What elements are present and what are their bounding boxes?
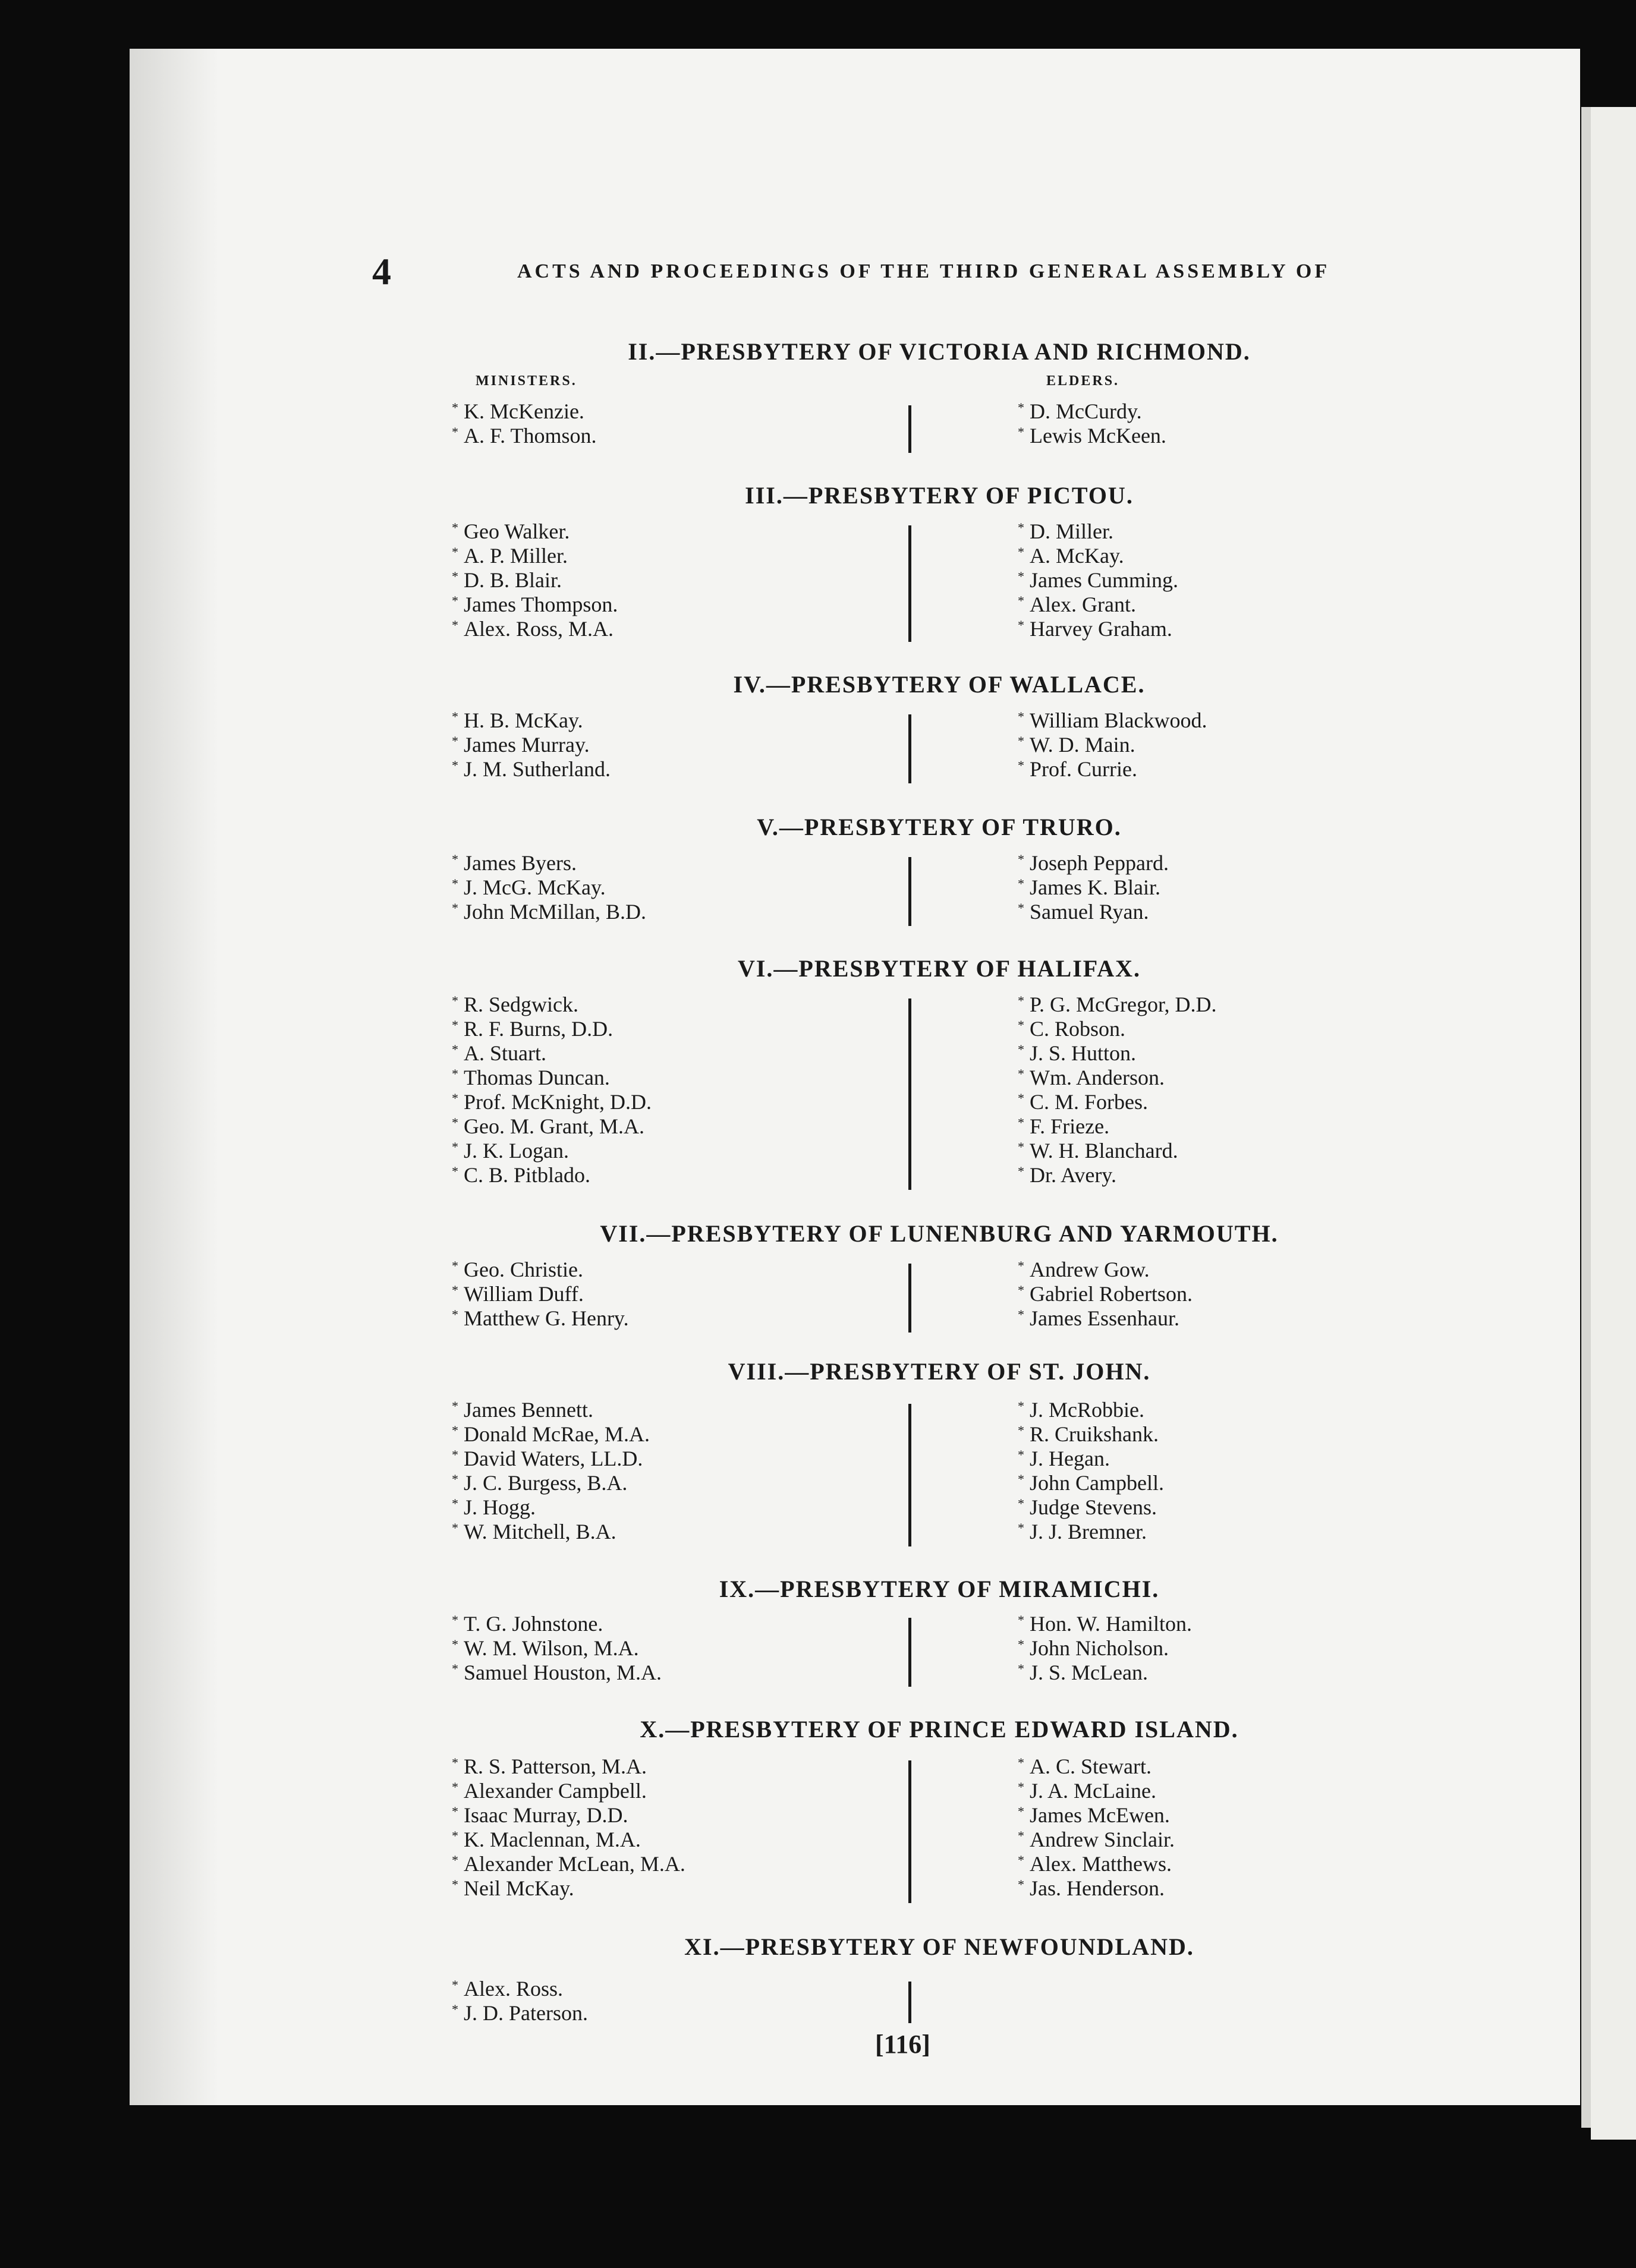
minister-entry: [452, 900, 646, 924]
asterisk-mark: *: [452, 1828, 458, 1843]
minister-name: J. McG. McKay.: [464, 875, 606, 899]
elder-entry: [1018, 1306, 1193, 1331]
elder-name: Andrew Gow.: [1030, 1258, 1150, 1281]
minister-entry: [452, 2001, 588, 2026]
minister-name: Geo. M. Grant, M.A.: [464, 1114, 644, 1138]
minister-name: William Duff.: [464, 1282, 584, 1306]
asterisk-mark: *: [452, 876, 458, 891]
asterisk-mark: *: [1018, 993, 1024, 1008]
minister-entry: [452, 1636, 662, 1661]
minister-name: J. C. Burgess, B.A.: [464, 1471, 628, 1495]
minister-name: T. G. Johnstone.: [464, 1612, 603, 1636]
asterisk-mark: *: [1018, 1755, 1024, 1770]
section-title: IX.—PRESBYTERY OF MIRAMICHI.: [719, 1576, 1160, 1602]
asterisk-mark: *: [1018, 593, 1024, 608]
minister-name: A. Stuart.: [464, 1041, 546, 1065]
elders-list: [1018, 519, 1178, 641]
minister-name: James Thompson.: [464, 593, 618, 616]
elders-list: [1018, 708, 1207, 782]
minister-entry: [452, 1163, 652, 1187]
elder-name: Dr. Avery.: [1030, 1163, 1116, 1187]
elder-entry: [1018, 1520, 1164, 1544]
elder-entry: [1018, 399, 1166, 424]
section-title: VIII.—PRESBYTERY OF ST. JOHN.: [728, 1358, 1151, 1385]
elder-entry: [1018, 1066, 1217, 1090]
asterisk-mark: *: [1018, 852, 1024, 867]
asterisk-mark: *: [1018, 1283, 1024, 1297]
asterisk-mark: *: [1018, 1115, 1024, 1130]
elder-entry: [1018, 1803, 1175, 1828]
minister-entry: [452, 544, 618, 568]
asterisk-mark: *: [1018, 1091, 1024, 1105]
minister-entry: [452, 1017, 652, 1041]
asterisk-mark: *: [1018, 1520, 1024, 1535]
elder-entry: [1018, 1852, 1175, 1876]
elder-name: F. Frieze.: [1030, 1114, 1110, 1138]
asterisk-mark: *: [452, 569, 458, 584]
minister-name: Geo Walker.: [464, 519, 570, 543]
minister-name: J. K. Logan.: [464, 1139, 569, 1163]
asterisk-mark: *: [452, 2002, 458, 2017]
asterisk-mark: *: [452, 1637, 458, 1652]
minister-entry: [452, 1041, 652, 1066]
elder-name: Alex. Grant.: [1030, 593, 1136, 616]
elder-entry: [1018, 1636, 1192, 1661]
asterisk-mark: *: [1018, 618, 1024, 632]
minister-name: James Murray.: [464, 733, 590, 757]
page-edge: [1581, 107, 1591, 2128]
elder-entry: [1018, 708, 1207, 733]
asterisk-mark: *: [452, 1877, 458, 1892]
elder-name: Andrew Sinclair.: [1030, 1828, 1175, 1851]
asterisk-mark: *: [1018, 1472, 1024, 1486]
elder-name: C. Robson.: [1030, 1017, 1126, 1041]
page-header: [0, 250, 1636, 291]
asterisk-mark: *: [1018, 1164, 1024, 1179]
elder-name: Judge Stevens.: [1030, 1495, 1157, 1519]
asterisk-mark: *: [452, 1472, 458, 1486]
asterisk-mark: *: [452, 1612, 458, 1627]
asterisk-mark: *: [1018, 876, 1024, 891]
elder-name: D. McCurdy.: [1030, 399, 1142, 423]
asterisk-mark: *: [452, 544, 458, 559]
minister-name: Alex. Ross.: [464, 1977, 564, 2001]
elders-list: [1018, 1398, 1164, 1544]
minister-entry: [452, 708, 611, 733]
elder-entry: [1018, 617, 1178, 641]
elder-entry: [1018, 1139, 1217, 1163]
minister-entry: [452, 1828, 685, 1852]
minister-entry: [452, 1661, 662, 1685]
elder-name: John Nicholson.: [1030, 1636, 1169, 1660]
elders-list: [1018, 1612, 1192, 1685]
asterisk-mark: *: [452, 900, 458, 915]
elder-name: J. A. McLaine.: [1030, 1779, 1156, 1803]
elder-entry: [1018, 1041, 1217, 1066]
minister-entry: [452, 1779, 685, 1803]
elders-list: [1018, 399, 1166, 448]
asterisk-mark: *: [1018, 1139, 1024, 1154]
asterisk-mark: *: [1018, 1496, 1024, 1511]
asterisk-mark: *: [1018, 544, 1024, 559]
minister-entry: [452, 593, 618, 617]
asterisk-mark: *: [452, 1164, 458, 1179]
elders-heading: ELDERS.: [1046, 373, 1120, 389]
elder-name: J. McRobbie.: [1030, 1398, 1144, 1422]
asterisk-mark: *: [452, 1091, 458, 1105]
asterisk-mark: *: [1018, 1877, 1024, 1892]
elder-name: C. M. Forbes.: [1030, 1090, 1149, 1114]
minister-name: Alexander Campbell.: [464, 1779, 647, 1803]
minister-name: Geo. Christie.: [464, 1258, 583, 1281]
section-title: VII.—PRESBYTERY OF LUNENBURG AND YARMOUTH.: [600, 1220, 1279, 1247]
elder-name: Gabriel Robertson.: [1030, 1282, 1193, 1306]
asterisk-mark: *: [452, 758, 458, 773]
elder-name: James Essenhaur.: [1030, 1306, 1179, 1330]
elder-name: James McEwen.: [1030, 1803, 1170, 1827]
minister-entry: [452, 1977, 588, 2001]
asterisk-mark: *: [1018, 569, 1024, 584]
minister-entry: [452, 1114, 652, 1139]
asterisk-mark: *: [1018, 758, 1024, 773]
asterisk-mark: *: [1018, 1018, 1024, 1032]
minister-name: Prof. McKnight, D.D.: [464, 1090, 652, 1114]
elder-name: W. H. Blanchard.: [1030, 1139, 1178, 1163]
column-divider: [908, 1264, 911, 1333]
elder-entry: [1018, 733, 1207, 757]
asterisk-mark: *: [1018, 1066, 1024, 1081]
asterisk-mark: *: [452, 400, 458, 415]
asterisk-mark: *: [452, 1139, 458, 1154]
minister-entry: [452, 1258, 629, 1282]
elder-entry: [1018, 1163, 1217, 1187]
asterisk-mark: *: [452, 1977, 458, 1992]
elder-name: Alex. Matthews.: [1030, 1852, 1172, 1876]
minister-name: W. M. Wilson, M.A.: [464, 1636, 639, 1660]
minister-entry: [452, 1495, 650, 1520]
elder-name: Harvey Graham.: [1030, 617, 1172, 641]
elder-name: J. J. Bremner.: [1030, 1520, 1147, 1544]
minister-name: J. M. Sutherland.: [464, 757, 611, 781]
elders-list: [1018, 1754, 1175, 1901]
asterisk-mark: *: [452, 618, 458, 632]
minister-entry: [452, 1876, 685, 1901]
elder-name: J. Hegan.: [1030, 1447, 1110, 1470]
asterisk-mark: *: [1018, 424, 1024, 439]
ministers-list: [452, 708, 611, 782]
ministers-list: [452, 1612, 662, 1685]
section-title: III.—PRESBYTERY OF PICTOU.: [745, 482, 1134, 509]
minister-name: K. Maclennan, M.A.: [464, 1828, 641, 1851]
elders-list: [1018, 993, 1217, 1187]
minister-name: A. F. Thomson.: [464, 424, 597, 448]
asterisk-mark: *: [452, 424, 458, 439]
minister-name: Alexander McLean, M.A.: [464, 1852, 685, 1876]
minister-name: Neil McKay.: [464, 1876, 574, 1900]
asterisk-mark: *: [452, 993, 458, 1008]
asterisk-mark: *: [1018, 1258, 1024, 1273]
minister-entry: [452, 1398, 650, 1422]
elder-name: Joseph Peppard.: [1030, 851, 1169, 875]
asterisk-mark: *: [452, 1423, 458, 1438]
asterisk-mark: *: [1018, 1398, 1024, 1413]
section-title: X.—PRESBYTERY OF PRINCE EDWARD ISLAND.: [640, 1716, 1239, 1743]
asterisk-mark: *: [1018, 1779, 1024, 1794]
asterisk-mark: *: [1018, 1853, 1024, 1867]
elder-entry: [1018, 1828, 1175, 1852]
elder-name: Jas. Henderson.: [1030, 1876, 1165, 1900]
asterisk-mark: *: [452, 1779, 458, 1794]
minister-name: J. D. Paterson.: [464, 2001, 588, 2025]
asterisk-mark: *: [452, 852, 458, 867]
asterisk-mark: *: [1018, 1612, 1024, 1627]
minister-name: Matthew G. Henry.: [464, 1306, 629, 1330]
asterisk-mark: *: [452, 709, 458, 724]
elder-name: Prof. Currie.: [1030, 757, 1137, 781]
minister-entry: [452, 1422, 650, 1447]
elder-name: John Campbell.: [1030, 1471, 1164, 1495]
ministers-list: [452, 1754, 685, 1901]
minister-name: A. P. Miller.: [464, 544, 568, 568]
elders-list: [1018, 1258, 1193, 1331]
asterisk-mark: *: [1018, 709, 1024, 724]
minister-name: R. F. Burns, D.D.: [464, 1017, 614, 1041]
minister-name: K. McKenzie.: [464, 399, 584, 423]
elder-entry: [1018, 568, 1178, 593]
asterisk-mark: *: [452, 1661, 458, 1676]
minister-name: Samuel Houston, M.A.: [464, 1661, 662, 1684]
column-divider: [908, 714, 911, 783]
minister-name: Thomas Duncan.: [464, 1066, 610, 1089]
asterisk-mark: *: [452, 1115, 458, 1130]
minister-name: C. B. Pitblado.: [464, 1163, 591, 1187]
section-title: VI.—PRESBYTERY OF HALIFAX.: [737, 955, 1141, 982]
asterisk-mark: *: [1018, 900, 1024, 915]
minister-entry: [452, 1066, 652, 1090]
footer-page-ref: [116]: [875, 2030, 930, 2059]
elder-entry: [1018, 757, 1207, 782]
minister-name: John McMillan, B.D.: [464, 900, 647, 924]
asterisk-mark: *: [452, 1283, 458, 1297]
asterisk-mark: *: [1018, 1804, 1024, 1819]
elder-name: R. Cruikshank.: [1030, 1422, 1159, 1446]
column-divider: [908, 857, 911, 926]
minister-name: D. B. Blair.: [464, 568, 562, 592]
asterisk-mark: *: [1018, 1423, 1024, 1438]
minister-entry: [452, 875, 646, 900]
minister-entry: [452, 399, 597, 424]
elder-entry: [1018, 1422, 1164, 1447]
minister-name: Donald McRae, M.A.: [464, 1422, 650, 1446]
column-divider: [908, 1760, 911, 1903]
minister-entry: [452, 568, 618, 593]
ministers-heading: MINISTERS.: [476, 373, 577, 389]
elder-entry: [1018, 519, 1178, 544]
elder-entry: [1018, 1398, 1164, 1422]
minister-name: Isaac Murray, D.D.: [464, 1803, 628, 1827]
elder-name: Wm. Anderson.: [1030, 1066, 1165, 1089]
minister-entry: [452, 1471, 650, 1495]
minister-entry: [452, 1282, 629, 1306]
minister-entry: [452, 1090, 652, 1114]
elder-entry: [1018, 1661, 1192, 1685]
minister-entry: [452, 1852, 685, 1876]
asterisk-mark: *: [452, 1042, 458, 1057]
column-divider: [908, 525, 911, 642]
section-title: IV.—PRESBYTERY OF WALLACE.: [733, 671, 1146, 698]
minister-name: James Bennett.: [464, 1398, 593, 1422]
asterisk-mark: *: [452, 1496, 458, 1511]
column-divider: [908, 1982, 911, 2023]
minister-name: Alex. Ross, M.A.: [464, 617, 614, 641]
asterisk-mark: *: [452, 1447, 458, 1462]
elders-list: [1018, 851, 1169, 924]
minister-entry: [452, 519, 618, 544]
ministers-list: [452, 519, 618, 641]
asterisk-mark: *: [452, 593, 458, 608]
asterisk-mark: *: [1018, 1307, 1024, 1322]
elder-entry: [1018, 993, 1217, 1017]
elder-name: Samuel Ryan.: [1030, 900, 1149, 924]
elder-entry: [1018, 1471, 1164, 1495]
minister-entry: [452, 851, 646, 875]
asterisk-mark: *: [1018, 1661, 1024, 1676]
elder-entry: [1018, 900, 1169, 924]
elder-name: D. Miller.: [1030, 519, 1113, 543]
asterisk-mark: *: [452, 1520, 458, 1535]
minister-entry: [452, 424, 597, 448]
elder-entry: [1018, 875, 1169, 900]
minister-name: W. Mitchell, B.A.: [464, 1520, 616, 1544]
elder-entry: [1018, 1447, 1164, 1471]
elder-name: Lewis McKeen.: [1030, 424, 1166, 448]
asterisk-mark: *: [1018, 400, 1024, 415]
asterisk-mark: *: [452, 520, 458, 535]
minister-entry: [452, 1754, 685, 1779]
running-head: ACTS AND PROCEEDINGS OF THE THIRD GENERAL ASSEMBLY OF: [517, 260, 1330, 282]
minister-name: David Waters, LL.D.: [464, 1447, 643, 1470]
elder-entry: [1018, 1779, 1175, 1803]
asterisk-mark: *: [1018, 1828, 1024, 1843]
minister-name: R. S. Patterson, M.A.: [464, 1754, 647, 1778]
minister-entry: [452, 1803, 685, 1828]
ministers-list: [452, 1258, 629, 1331]
minister-name: James Byers.: [464, 851, 577, 875]
elder-name: J. S. McLean.: [1030, 1661, 1148, 1684]
minister-name: R. Sedgwick.: [464, 993, 578, 1016]
column-divider: [908, 405, 911, 453]
asterisk-mark: *: [452, 1258, 458, 1273]
elder-name: James Cumming.: [1030, 568, 1178, 592]
elder-entry: [1018, 1258, 1193, 1282]
minister-entry: [452, 733, 611, 757]
elder-entry: [1018, 1612, 1192, 1636]
facing-page-edge: [1591, 107, 1636, 2140]
asterisk-mark: *: [452, 1853, 458, 1867]
minister-entry: [452, 757, 611, 782]
ministers-list: [452, 1977, 588, 2026]
elder-name: W. D. Main.: [1030, 733, 1135, 757]
asterisk-mark: *: [452, 1307, 458, 1322]
elder-name: James K. Blair.: [1030, 875, 1160, 899]
elder-entry: [1018, 1017, 1217, 1041]
asterisk-mark: *: [452, 1066, 458, 1081]
minister-entry: [452, 1612, 662, 1636]
elder-entry: [1018, 1754, 1175, 1779]
asterisk-mark: *: [1018, 1447, 1024, 1462]
elder-entry: [1018, 424, 1166, 448]
elder-name: Hon. W. Hamilton.: [1030, 1612, 1193, 1636]
elder-name: A. McKay.: [1030, 544, 1124, 568]
elder-name: P. G. McGregor, D.D.: [1030, 993, 1217, 1016]
asterisk-mark: *: [452, 1398, 458, 1413]
ministers-list: [452, 851, 646, 924]
asterisk-mark: *: [452, 1804, 458, 1819]
minister-entry: [452, 617, 618, 641]
elder-name: J. S. Hutton.: [1030, 1041, 1137, 1065]
elder-entry: [1018, 851, 1169, 875]
elder-entry: [1018, 593, 1178, 617]
ministers-list: [452, 399, 597, 448]
asterisk-mark: *: [452, 1755, 458, 1770]
asterisk-mark: *: [1018, 1637, 1024, 1652]
asterisk-mark: *: [1018, 1042, 1024, 1057]
asterisk-mark: *: [452, 1018, 458, 1032]
elder-name: A. C. Stewart.: [1030, 1754, 1152, 1778]
minister-entry: [452, 1447, 650, 1471]
minister-name: H. B. McKay.: [464, 708, 583, 732]
minister-entry: [452, 1139, 652, 1163]
minister-entry: [452, 1306, 629, 1331]
elder-entry: [1018, 1282, 1193, 1306]
elder-entry: [1018, 1876, 1175, 1901]
section-title: II.—PRESBYTERY OF VICTORIA AND RICHMOND.: [628, 338, 1251, 365]
elder-entry: [1018, 544, 1178, 568]
column-divider: [908, 1618, 911, 1687]
minister-entry: [452, 993, 652, 1017]
page-gutter-shadow: [130, 49, 219, 2105]
column-divider: [908, 1404, 911, 1546]
asterisk-mark: *: [452, 733, 458, 748]
asterisk-mark: *: [1018, 733, 1024, 748]
ministers-list: [452, 1398, 650, 1544]
minister-name: J. Hogg.: [464, 1495, 536, 1519]
section-title: XI.—PRESBYTERY OF NEWFOUNDLAND.: [684, 1933, 1194, 1960]
elder-entry: [1018, 1495, 1164, 1520]
column-divider: [908, 998, 911, 1190]
ministers-list: [452, 993, 652, 1187]
section-title: V.—PRESBYTERY OF TRURO.: [757, 814, 1122, 840]
elder-entry: [1018, 1114, 1217, 1139]
elder-name: William Blackwood.: [1030, 708, 1207, 732]
page-number: 4: [372, 250, 391, 292]
asterisk-mark: *: [1018, 520, 1024, 535]
elder-entry: [1018, 1090, 1217, 1114]
minister-entry: [452, 1520, 650, 1544]
